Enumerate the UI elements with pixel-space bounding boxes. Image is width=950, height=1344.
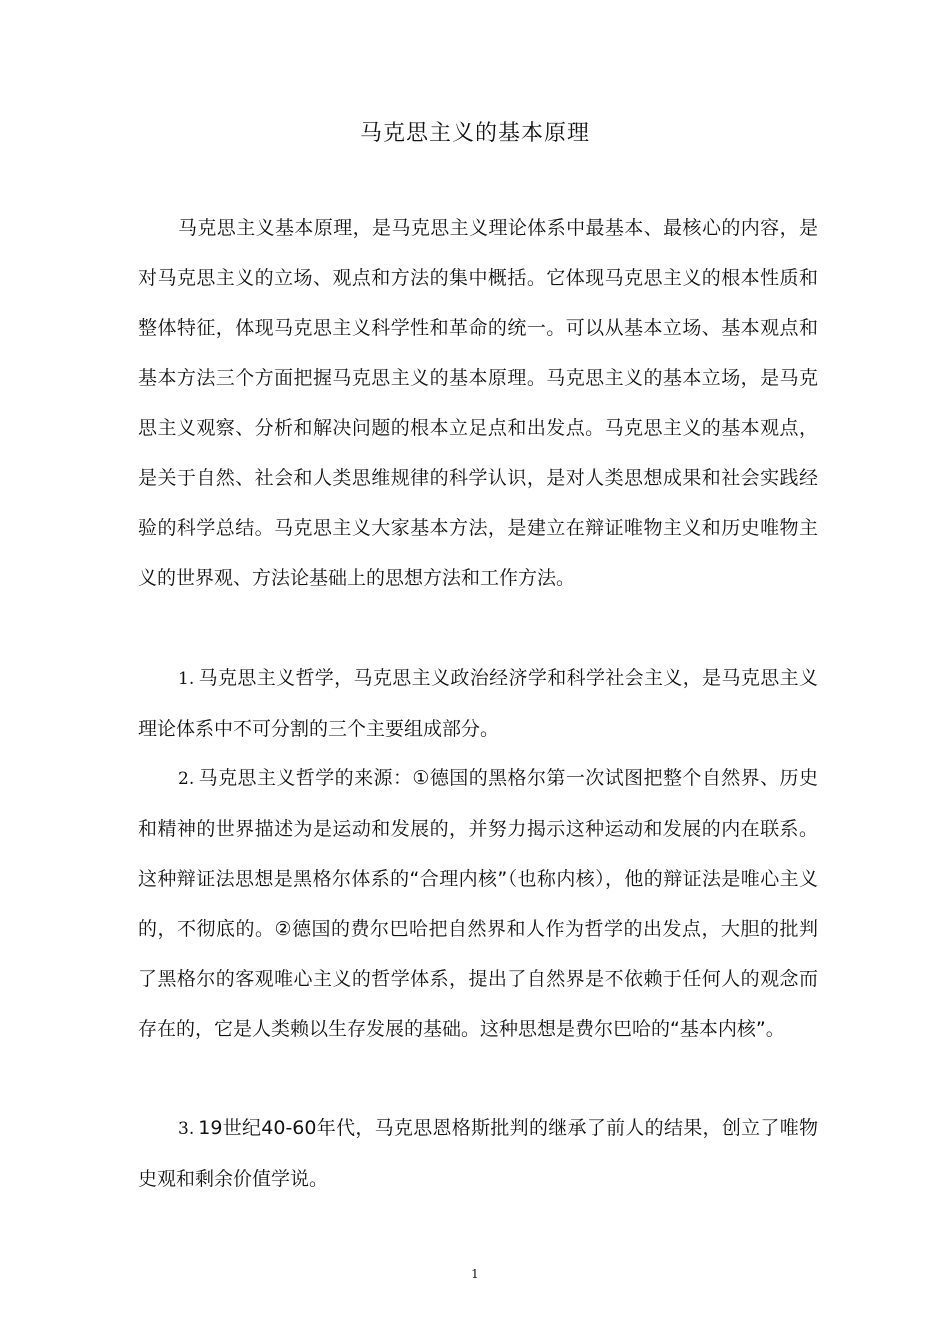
intro-paragraph: 马克思主义基本原理，是马克思主义理论体系中最基本、最核心的内容，是对马克思主义的立场、观点和方法的集中概括。它体现马克思主义的根本性质和整体特征，体现马克思主义科学性和革命的统一。可以从基本立场、基本观点和基本方法三个方面把握马克思主义的基本原理。马克思主义的基本立场，是马克思主义观察、分析和解决问题的根本立足点和出发点。马克思主义的基本观点，是关于自然、社会和人类思维规律的科学认识，是对人类思想成果和社会实践经验的科学总结。马克思主义大家基本方法，是建立在辩证唯物主义和历史唯物主义的世界观、方法论基础上的思想方法和工作方法。: [138, 217, 818, 589]
document-title: 马克思主义的基本原理: [359, 121, 590, 146]
list-item-3: [138, 1103, 818, 1204]
list-item-text: 马克思主义哲学的来源：①德国的黑格尔第一次试图把整个自然界、历史和精神的世界描述为是运动和发展的，并努力揭示这种运动和发展的内在联系。这种辩证法思想是黑格尔体系的“合理内核”（也称内核），他的辩证法是唯心主义的，不彻底的。②德国的费尔巴哈把自然界和人作为哲学的出发点，大胆的批判了黑格尔的客观唯心主义的哲学体系，提出了自然界是不依赖于任何人的观念而存在的，它是人类赖以生存发展的基础。这种思想是费尔巴哈的“基本内核”。: [138, 767, 818, 1040]
list-number: 2.: [178, 769, 195, 789]
list-item-1: [138, 653, 818, 754]
list-item-text: 19世纪40-60年代，马克思恩格斯批判的继承了前人的结果，创立了唯物史观和剩余价值学说。: [138, 1117, 818, 1190]
list-item-2: [138, 753, 818, 1054]
list-number: 3.: [178, 1119, 195, 1139]
list-number: 1.: [178, 669, 195, 689]
page-number: 1: [471, 1267, 479, 1281]
list-item-text: 马克思主义哲学，马克思主义政治经济学和科学社会主义，是马克思主义理论体系中不可分割的三个主要组成部分。: [138, 667, 818, 740]
